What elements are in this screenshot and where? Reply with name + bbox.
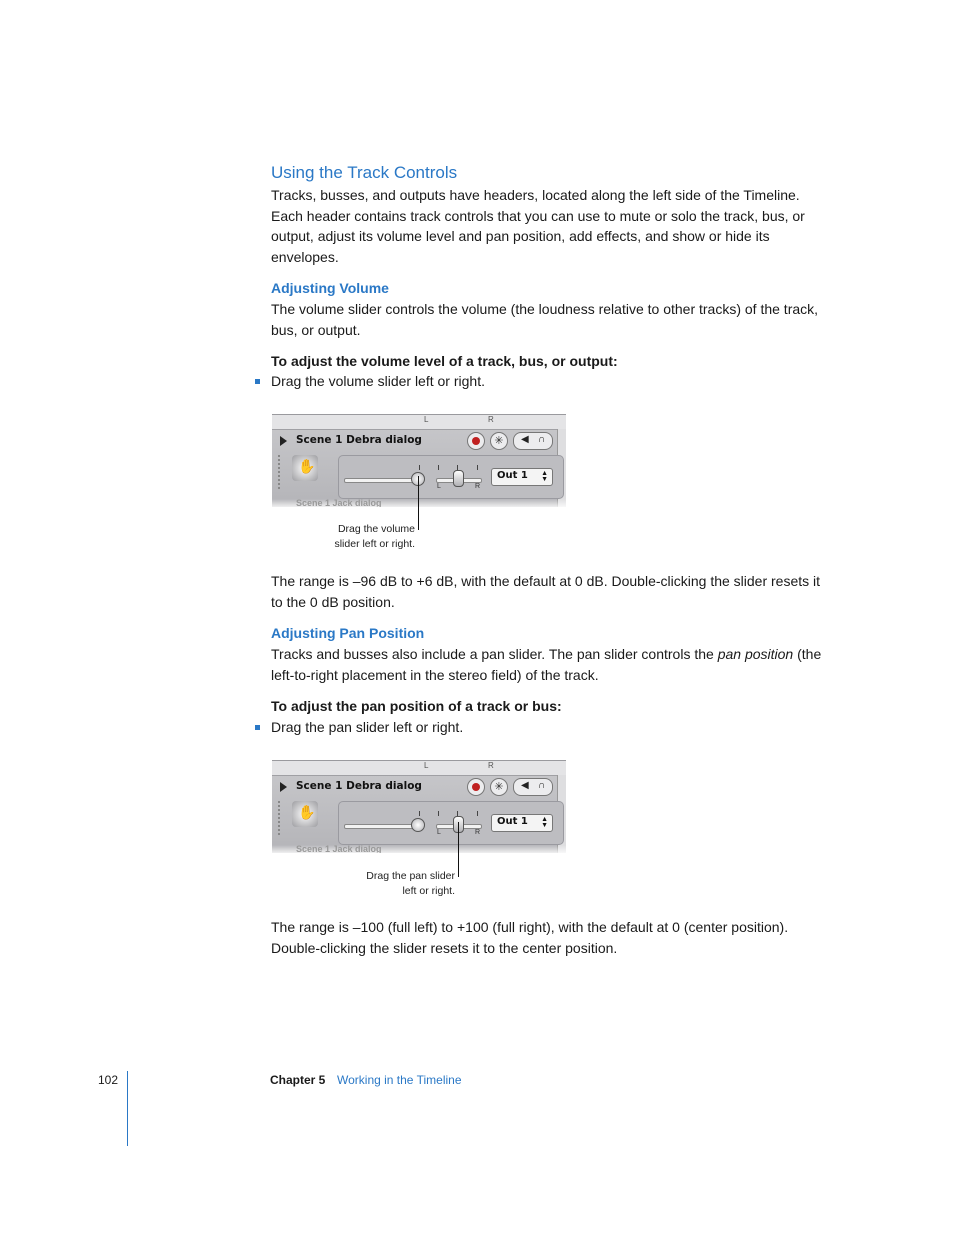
record-button[interactable] xyxy=(467,778,485,796)
pan-paragraph xyxy=(271,644,831,685)
pan-heading: Adjusting Pan Position xyxy=(271,625,425,641)
disclosure-triangle-icon[interactable] xyxy=(280,436,287,446)
pan-step xyxy=(255,719,463,735)
volume-heading: Adjusting Volume xyxy=(271,280,389,296)
output-select[interactable] xyxy=(491,814,553,832)
track-header-figure-volume xyxy=(272,414,566,507)
slider-tick xyxy=(438,465,439,470)
mute-icon[interactable]: ◀ xyxy=(521,434,529,445)
track-header-figure-pan xyxy=(272,760,566,853)
volume-slider-knob[interactable] xyxy=(411,818,425,832)
pan-step-text: Drag the pan slider left or right. xyxy=(271,719,464,735)
next-track-header xyxy=(272,845,566,853)
callout-line xyxy=(458,822,459,877)
next-track-header xyxy=(272,499,566,507)
solo-icon[interactable]: ∩ xyxy=(538,780,546,791)
pan-right-label: R xyxy=(475,829,481,836)
pan-text: Tracks and busses also include a pan slider. The pan slider controls the xyxy=(271,646,718,662)
effects-icon: ✳ xyxy=(494,781,504,793)
mute-solo-buttons[interactable] xyxy=(513,432,553,450)
next-track-name: Scene 1 Jack dialog xyxy=(296,844,382,853)
callout-line xyxy=(418,476,419,530)
volume-callout-caption xyxy=(290,522,415,552)
pan-range-paragraph: The range is –100 (full left) to +100 (full right), with the default at 0 (center position). Double-clicking the slider resets it to the center position. xyxy=(271,919,789,956)
bullet-marker xyxy=(255,725,260,730)
select-arrows-icon: ▲ ▼ xyxy=(541,470,548,483)
footer-chapter: Chapter 5 xyxy=(270,1073,326,1087)
slider-tick xyxy=(477,465,478,470)
pan-text: (the left-to-right placement in the stereo field) of the track. xyxy=(271,646,822,683)
slider-tick xyxy=(419,465,420,470)
pan-task-heading: To adjust the pan position of a track or bus: xyxy=(271,698,562,714)
timeline-ruler: L R xyxy=(272,415,566,430)
footer-chapter-title: Working in the Timeline xyxy=(337,1073,462,1087)
effects-icon: ✳ xyxy=(494,435,504,447)
pan-left-label: L xyxy=(437,483,441,490)
caption-line: left or right. xyxy=(402,885,455,897)
slider-tick xyxy=(438,811,439,816)
volume-step-text: Drag the volume slider left or right. xyxy=(271,373,485,389)
pan-term: pan position xyxy=(717,646,794,662)
next-track-name: Scene 1 Jack dialog xyxy=(296,498,382,507)
hand-icon: ✋ xyxy=(298,804,316,820)
caption-line: slider left or right. xyxy=(334,538,415,550)
solo-icon[interactable]: ∩ xyxy=(538,434,546,445)
mute-icon[interactable]: ◀ xyxy=(521,780,529,791)
drag-handle[interactable] xyxy=(278,801,282,835)
caption-line: Drag the pan slider xyxy=(366,870,455,882)
timeline-ruler: L R xyxy=(272,761,566,776)
intro-paragraph: Tracks, busses, and outputs have headers, located along the left side of the Timeline. Each header contains track controls that you can use to mute or solo the track, bus, or output, adjust its volume level and pan position, add effects, and show or hide its envelopes. xyxy=(271,187,805,265)
pan-callout-caption xyxy=(330,869,455,899)
output-value: Out 1 xyxy=(497,470,528,481)
drag-handle[interactable] xyxy=(278,455,282,489)
volume-paragraph: The volume slider controls the volume (the loudness relative to other tracks) of the track, bus, or output. xyxy=(271,301,819,338)
page-number: 102 xyxy=(98,1073,119,1087)
output-value: Out 1 xyxy=(497,816,528,827)
select-arrows-icon: ▲ ▼ xyxy=(541,816,548,829)
record-button[interactable] xyxy=(467,432,485,450)
pan-right-label: R xyxy=(475,483,481,490)
volume-step xyxy=(255,373,485,389)
effects-button[interactable] xyxy=(490,778,508,796)
bullet-marker xyxy=(255,379,260,384)
footer-divider xyxy=(127,1071,128,1146)
pan-slider-knob[interactable] xyxy=(453,470,464,487)
hand-icon: ✋ xyxy=(298,458,316,474)
slider-tick xyxy=(477,811,478,816)
mute-solo-buttons[interactable] xyxy=(513,778,553,796)
pan-left-label: L xyxy=(437,829,441,836)
track-name: Scene 1 Debra dialog xyxy=(296,434,422,446)
disclosure-triangle-icon[interactable] xyxy=(280,782,287,792)
track-name: Scene 1 Debra dialog xyxy=(296,780,422,792)
track-icon xyxy=(292,801,318,827)
volume-task-heading: To adjust the volume level of a track, bus, or output: xyxy=(271,353,618,369)
effects-button[interactable] xyxy=(490,432,508,450)
caption-line: Drag the volume xyxy=(337,523,415,535)
volume-range-paragraph: The range is –96 dB to +6 dB, with the default at 0 dB. Double-clicking the slider resets it to the 0 dB position. xyxy=(271,573,821,610)
section-title: Using the Track Controls xyxy=(271,163,458,182)
track-icon xyxy=(292,455,318,481)
output-select[interactable] xyxy=(491,468,553,486)
slider-tick xyxy=(419,811,420,816)
